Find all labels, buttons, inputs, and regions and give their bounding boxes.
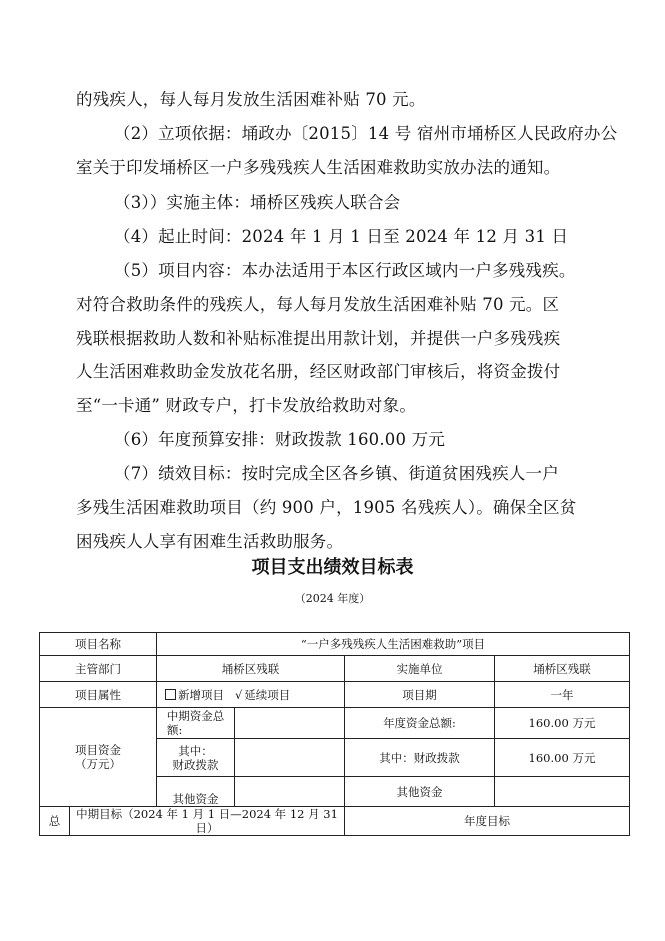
period-label: 项目期 (345, 682, 495, 708)
annual-other-label: 其他资金 (345, 777, 495, 807)
mid-total-value (235, 708, 345, 739)
project-name-value: “一户多残残疾人生活困难救助”项目 (157, 633, 630, 656)
paragraph-line: （4）起止时间：2024 年 1 月 1 日至 2024 年 12 月 31 日 (114, 227, 569, 246)
paragraph-line: 室关于印发埇桥区一户多残残疾人生活困难救助实放办法的通知。 (76, 158, 561, 177)
annual-total-label: 年度资金总额: (345, 708, 495, 739)
new-project-checkbox (165, 689, 176, 700)
dept-label: 主管部门 (40, 656, 157, 682)
attr-options (157, 682, 345, 708)
paragraph-line: 人生活困难救助金发放花名册，经区财政部门审核后，将资金拨付 (76, 362, 561, 381)
impl-label: 实施单位 (345, 656, 495, 682)
paragraph-line: 残联根据救助人数和补贴标准提出用款计划，并提供一户多残残疾 (76, 329, 561, 348)
paragraph-line: （3））实施主体：埇桥区残疾人联合会 (114, 193, 401, 212)
annual-goal-label: 年度目标 (345, 807, 630, 836)
table-year: （2024 年度） (294, 592, 371, 605)
paragraph-line: 至“一卡通” 财政专户，打卡发放给救助对象。 (76, 396, 417, 415)
paragraph-line: 多残生活困难救助项目（约 900 户，1905 名残疾人）。确保全区贫 (76, 498, 577, 517)
paragraph-line: （6）年度预算安排：财政拨款 160.00 万元 (114, 430, 446, 449)
paragraph-line: （2）立项依据：埇政办〔2015〕14 号 宿州市埇桥区人民政府办公 (114, 124, 618, 143)
paragraph-line: 困残疾人人享有困难生活救助服务。 (76, 532, 344, 551)
mid-goal-label: 中期目标（2024 年 1 月 1 日—2024 年 12 月 31 日） (70, 807, 345, 836)
mid-other-value (235, 777, 345, 807)
of-which-line: 其中： (178, 743, 213, 758)
table-title: 项目支出绩效目标表 (251, 557, 414, 578)
funds-label-line: 项目资金 (75, 743, 121, 757)
mid-fiscal-value (235, 739, 345, 777)
mid-total-label (157, 708, 235, 739)
annual-fiscal-label: 其中：财政拨款 (345, 739, 495, 777)
period-value: 一年 (495, 682, 630, 708)
paragraph-line: 的残疾人，每人每月发放生活困难补贴 70 元。 (76, 90, 426, 109)
mid-total-line: 额: (167, 723, 183, 737)
other-funds-label: 其他资金 (157, 777, 235, 807)
dept-value: 埇桥区残联 (157, 656, 345, 682)
mid-total-line: 中期资金总 (166, 709, 225, 723)
annual-fiscal-value: 160.00 万元 (495, 739, 630, 777)
attr-continue-label: 延续项目 (244, 687, 291, 702)
impl-value: 埇桥区残联 (495, 656, 630, 682)
attr-label: 项目属性 (40, 682, 157, 708)
project-name-label: 项目名称 (40, 633, 157, 656)
of-which-line: 财政拨款 (172, 757, 219, 772)
check-mark-icon: √ (234, 687, 243, 702)
annual-total-value: 160.00 万元 (495, 708, 630, 739)
performance-target-table (39, 632, 630, 836)
attr-new-label: 新增项目 (178, 687, 224, 702)
annual-other-value (495, 777, 630, 807)
of-which-label (157, 739, 235, 777)
paragraph-line: （7）绩效目标：按时完成全区各乡镇、街道贫困残疾人一户 (114, 464, 559, 483)
paragraph-line: （5）项目内容：本办法适用于本区行政区域内一户多残残疾。 (114, 261, 576, 280)
paragraph-line: 对符合救助条件的残疾人，每人每月发放生活困难补贴 70 元。区 (76, 295, 560, 314)
funds-label (40, 708, 157, 807)
funds-label-line: （万元） (75, 757, 121, 771)
total-col-label: 总 (40, 807, 70, 836)
